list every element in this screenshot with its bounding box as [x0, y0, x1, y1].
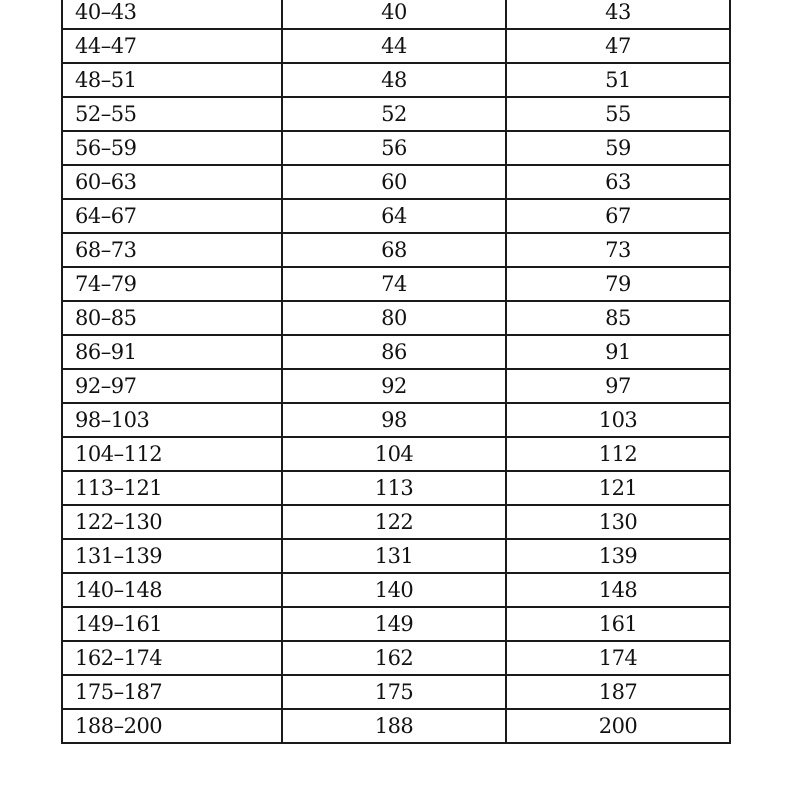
range-cell: 48–51 [62, 63, 282, 97]
table-row [62, 199, 730, 233]
end-value-cell: 121 [506, 471, 730, 505]
table-row [62, 505, 730, 539]
range-cell: 149–161 [62, 607, 282, 641]
end-value-cell: 103 [506, 403, 730, 437]
end-value-cell: 51 [506, 63, 730, 97]
end-value-cell: 139 [506, 539, 730, 573]
table-row [62, 0, 730, 29]
table-row [62, 675, 730, 709]
range-cell: 68–73 [62, 233, 282, 267]
start-value-cell: 60 [282, 165, 506, 199]
end-value-cell: 79 [506, 267, 730, 301]
range-cell: 122–130 [62, 505, 282, 539]
table-row [62, 233, 730, 267]
table-row [62, 267, 730, 301]
table-row [62, 369, 730, 403]
range-cell: 104–112 [62, 437, 282, 471]
end-value-cell: 187 [506, 675, 730, 709]
start-value-cell: 92 [282, 369, 506, 403]
table-row [62, 471, 730, 505]
start-value-cell: 113 [282, 471, 506, 505]
range-cell: 188–200 [62, 709, 282, 743]
table-row [62, 335, 730, 369]
range-cell: 64–67 [62, 199, 282, 233]
range-cell: 113–121 [62, 471, 282, 505]
end-value-cell: 148 [506, 573, 730, 607]
range-cell: 80–85 [62, 301, 282, 335]
start-value-cell: 188 [282, 709, 506, 743]
table-row [62, 97, 730, 131]
start-value-cell: 48 [282, 63, 506, 97]
range-cell: 131–139 [62, 539, 282, 573]
end-value-cell: 55 [506, 97, 730, 131]
start-value-cell: 80 [282, 301, 506, 335]
range-cell: 140–148 [62, 573, 282, 607]
start-value-cell: 52 [282, 97, 506, 131]
start-value-cell: 44 [282, 29, 506, 63]
start-value-cell: 140 [282, 573, 506, 607]
table-row [62, 573, 730, 607]
range-cell: 175–187 [62, 675, 282, 709]
end-value-cell: 130 [506, 505, 730, 539]
range-cell: 74–79 [62, 267, 282, 301]
table-row [62, 165, 730, 199]
table-body [62, 0, 730, 743]
end-value-cell: 91 [506, 335, 730, 369]
start-value-cell: 175 [282, 675, 506, 709]
range-cell: 40–43 [62, 0, 282, 29]
table-row [62, 539, 730, 573]
table-row [62, 437, 730, 471]
table-row [62, 301, 730, 335]
table-row [62, 63, 730, 97]
end-value-cell: 161 [506, 607, 730, 641]
range-cell: 86–91 [62, 335, 282, 369]
end-value-cell: 97 [506, 369, 730, 403]
start-value-cell: 56 [282, 131, 506, 165]
data-table-container [61, 0, 729, 744]
end-value-cell: 59 [506, 131, 730, 165]
range-cell: 60–63 [62, 165, 282, 199]
start-value-cell: 131 [282, 539, 506, 573]
start-value-cell: 122 [282, 505, 506, 539]
end-value-cell: 63 [506, 165, 730, 199]
range-cell: 56–59 [62, 131, 282, 165]
table-row [62, 641, 730, 675]
start-value-cell: 68 [282, 233, 506, 267]
start-value-cell: 64 [282, 199, 506, 233]
end-value-cell: 43 [506, 0, 730, 29]
start-value-cell: 149 [282, 607, 506, 641]
start-value-cell: 40 [282, 0, 506, 29]
table-row [62, 403, 730, 437]
end-value-cell: 112 [506, 437, 730, 471]
range-cell: 162–174 [62, 641, 282, 675]
table-row [62, 607, 730, 641]
range-cell: 92–97 [62, 369, 282, 403]
table-row [62, 709, 730, 743]
end-value-cell: 200 [506, 709, 730, 743]
table-row [62, 131, 730, 165]
start-value-cell: 98 [282, 403, 506, 437]
end-value-cell: 47 [506, 29, 730, 63]
data-table [61, 0, 731, 744]
start-value-cell: 74 [282, 267, 506, 301]
end-value-cell: 67 [506, 199, 730, 233]
start-value-cell: 162 [282, 641, 506, 675]
end-value-cell: 73 [506, 233, 730, 267]
end-value-cell: 174 [506, 641, 730, 675]
start-value-cell: 104 [282, 437, 506, 471]
range-cell: 98–103 [62, 403, 282, 437]
range-cell: 52–55 [62, 97, 282, 131]
end-value-cell: 85 [506, 301, 730, 335]
table-row [62, 29, 730, 63]
start-value-cell: 86 [282, 335, 506, 369]
range-cell: 44–47 [62, 29, 282, 63]
